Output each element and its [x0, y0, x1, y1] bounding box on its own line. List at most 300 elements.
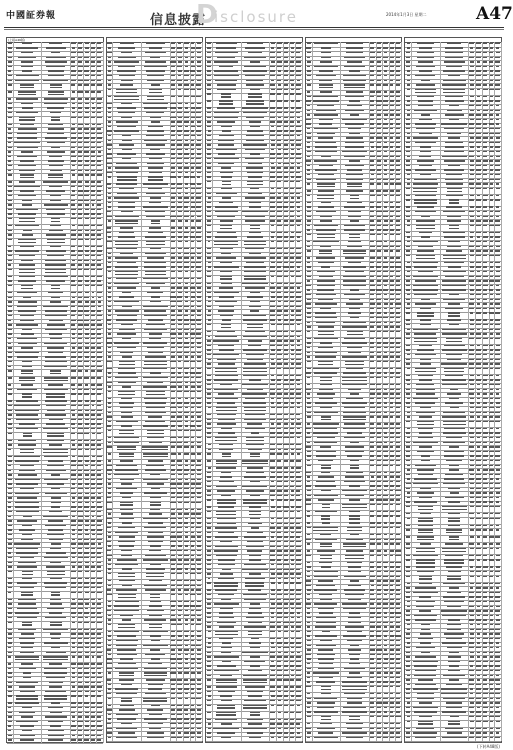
cell-text-line — [85, 91, 89, 92]
cell-text-line — [91, 137, 95, 138]
cell-text-line — [97, 107, 101, 108]
cell-text-line — [85, 112, 90, 113]
cell-text-line — [91, 57, 95, 58]
cell-text-line — [97, 225, 102, 226]
cell-text-line — [97, 117, 102, 118]
cell-text-line — [78, 165, 81, 166]
cell-text-line — [72, 165, 75, 166]
cell-text-line — [84, 70, 89, 71]
cell-text-line — [8, 91, 11, 92]
cell-text-line — [19, 276, 34, 277]
cell-text-line — [92, 103, 95, 104]
cell-text-line — [18, 91, 37, 92]
cell-text-line — [8, 147, 12, 148]
cell-text-line — [8, 218, 12, 219]
cell-text-line — [92, 260, 95, 261]
cell-text-line — [91, 117, 94, 118]
cell-text-line — [8, 209, 13, 210]
cell-text-line — [72, 260, 76, 261]
cell-text-line — [51, 218, 60, 219]
cell-text-line — [78, 70, 83, 71]
cell-text-line — [78, 186, 82, 187]
cell-text-line — [8, 276, 11, 277]
continued-from-label: (上接A46版) — [7, 38, 103, 43]
cell-text-line — [45, 61, 67, 62]
cell-text-line — [18, 213, 36, 214]
cell-text-line — [19, 269, 35, 270]
cell-text-line — [72, 225, 75, 226]
cell-text-line — [78, 124, 83, 125]
cell-text-line — [97, 292, 102, 293]
cell-text-line — [71, 209, 75, 210]
cell-text-line — [97, 230, 101, 231]
cell-text-line — [8, 160, 11, 161]
cell-text-line — [49, 43, 62, 44]
cell-text-line — [43, 80, 68, 81]
cell-text-line — [8, 124, 12, 125]
cell-text-line — [71, 230, 76, 231]
cell-text-line — [8, 204, 12, 205]
table-cell — [96, 238, 104, 245]
cell-text-line — [8, 142, 11, 143]
cell-text-line — [8, 61, 11, 62]
cell-text-line — [77, 52, 82, 53]
cell-text-line — [8, 57, 12, 58]
cell-text-line — [8, 195, 12, 196]
cell-text-line — [85, 292, 89, 293]
cell-text-line — [78, 230, 81, 231]
cell-text-line — [15, 250, 39, 251]
cell-text-line — [15, 225, 39, 226]
cell-text-line — [91, 195, 95, 196]
cell-text-line — [97, 124, 101, 125]
table-cell — [13, 238, 43, 245]
cell-text-line — [84, 195, 89, 196]
cell-text-line — [91, 52, 95, 53]
cell-text-line — [85, 52, 89, 53]
cell-text-line — [91, 98, 95, 99]
cell-text-line — [8, 165, 12, 166]
cell-text-line — [78, 195, 83, 196]
cell-text-line — [8, 186, 12, 187]
cell-text-line — [71, 156, 76, 157]
cell-text-line — [91, 151, 95, 152]
table-cell — [41, 268, 71, 275]
cell-text-line — [72, 47, 75, 48]
cell-text-line — [78, 103, 81, 104]
cell-text-line — [43, 181, 68, 182]
cell-text-line — [20, 84, 35, 85]
cell-text-line — [19, 181, 34, 182]
cell-text-line — [17, 133, 37, 134]
cell-text-line — [8, 239, 11, 240]
cell-text-line — [97, 52, 102, 53]
cell-text-line — [91, 142, 95, 143]
cell-text-line — [84, 142, 89, 143]
cell-text-line — [92, 292, 95, 293]
cell-text-line — [85, 75, 89, 76]
cell-text-line — [51, 52, 60, 53]
cell-text-line — [85, 255, 89, 256]
cell-text-line — [46, 209, 65, 210]
cell-text-line — [92, 107, 95, 108]
cell-text-line — [78, 250, 83, 251]
cell-text-line — [72, 213, 76, 214]
cell-text-line — [8, 301, 12, 302]
cell-text-line — [97, 200, 101, 201]
cell-text-line — [78, 234, 81, 235]
cell-text-line — [22, 204, 32, 205]
cell-text-line — [16, 47, 38, 48]
table-cell — [13, 217, 43, 224]
cell-text-line — [91, 84, 94, 85]
cell-text-line — [85, 264, 89, 265]
cell-text-line — [78, 133, 83, 134]
cell-text-line — [97, 147, 101, 148]
table-cell — [96, 268, 104, 275]
cell-text-line — [71, 255, 76, 256]
cell-text-line — [50, 225, 61, 226]
cell-text-line — [71, 195, 75, 196]
cell-text-line — [97, 181, 101, 182]
cell-text-line — [20, 177, 33, 178]
cell-text-line — [84, 156, 89, 157]
cell-text-line — [71, 137, 76, 138]
cell-text-line — [8, 234, 12, 235]
cell-text-line — [8, 66, 12, 67]
cell-text-line — [8, 112, 11, 113]
cell-text-line — [21, 52, 33, 53]
cell-text-line — [21, 66, 34, 67]
cell-text-line — [8, 200, 12, 201]
cell-text-line — [97, 66, 101, 67]
cell-text-line — [84, 260, 89, 261]
cell-text-line — [46, 190, 65, 191]
cell-text-line — [71, 75, 75, 76]
cell-text-line — [71, 170, 75, 171]
cell-text-line — [78, 43, 82, 44]
cell-text-line — [91, 70, 94, 71]
cell-text-line — [45, 137, 67, 138]
cell-text-line — [97, 285, 102, 286]
cell-text-line — [91, 174, 94, 175]
cell-text-line — [72, 297, 76, 298]
cell-text-line — [49, 230, 63, 231]
cell-text-line — [97, 239, 101, 240]
cell-text-line — [21, 151, 33, 152]
cell-text-line — [23, 297, 32, 298]
cell-text-line — [71, 285, 76, 286]
cell-text-line — [91, 91, 95, 92]
cell-text-line — [50, 84, 62, 85]
cell-text-line — [18, 239, 35, 240]
cell-text-line — [71, 276, 76, 277]
cell-text-line — [91, 147, 95, 148]
cell-text-line — [8, 190, 12, 191]
cell-text-line — [92, 124, 95, 125]
cell-text-line — [98, 151, 101, 152]
cell-text-line — [97, 174, 102, 175]
cell-text-line — [91, 234, 94, 235]
cell-text-line — [84, 80, 89, 81]
cell-text-line — [71, 200, 75, 201]
cell-text-line — [84, 66, 89, 67]
cell-text-line — [78, 147, 82, 148]
cell-text-line — [49, 156, 62, 157]
cell-text-line — [97, 98, 102, 99]
cell-text-line — [72, 190, 76, 191]
cell-text-line — [19, 119, 35, 120]
cell-text-line — [8, 151, 11, 152]
cell-text-line — [91, 80, 95, 81]
cell-text-line — [97, 47, 101, 48]
cell-text-line — [97, 204, 101, 205]
cell-text-line — [84, 269, 89, 270]
cell-text-line — [85, 250, 89, 251]
cell-text-line — [85, 47, 89, 48]
cell-text-line — [78, 209, 81, 210]
cell-text-line — [85, 276, 89, 277]
cell-text-line — [46, 280, 65, 281]
cell-text-line — [51, 221, 60, 222]
cell-text-line — [46, 57, 66, 58]
cell-text-line — [85, 209, 89, 210]
cell-text-line — [91, 269, 95, 270]
cell-text-line — [84, 137, 89, 138]
cell-text-line — [8, 103, 12, 104]
cell-text-line — [84, 147, 89, 148]
cell-text-line — [92, 112, 95, 113]
cell-text-line — [78, 246, 82, 247]
table-column — [6, 37, 104, 743]
cell-text-line — [8, 117, 12, 118]
cell-text-line — [91, 165, 95, 166]
cell-text-line — [14, 186, 39, 187]
cell-text-line — [78, 47, 82, 48]
section-title-cn: 信息披露 — [150, 9, 206, 28]
cell-text-line — [78, 117, 82, 118]
cell-text-line — [72, 91, 76, 92]
cell-text-line — [91, 264, 95, 265]
cell-text-line — [91, 186, 95, 187]
cell-text-line — [97, 165, 101, 166]
cell-text-line — [78, 276, 83, 277]
cell-text-line — [78, 66, 83, 67]
cell-text-line — [84, 117, 89, 118]
cell-text-line — [85, 174, 89, 175]
cell-text-line — [71, 52, 76, 53]
table-cell — [96, 173, 104, 180]
cell-text-line — [48, 70, 64, 71]
cell-text-line — [8, 156, 11, 157]
cell-text-line — [8, 264, 11, 265]
cell-text-line — [22, 43, 33, 44]
cell-text-line — [71, 128, 75, 129]
cell-text-line — [97, 186, 102, 187]
cell-text-line — [78, 75, 82, 76]
cell-text-line — [45, 272, 66, 273]
page-number: A47 — [476, 4, 513, 24]
cell-text-line — [8, 250, 12, 251]
cell-text-line — [78, 239, 83, 240]
cell-text-line — [18, 94, 37, 95]
table-cell — [96, 83, 104, 90]
table-cell — [41, 116, 71, 123]
cell-text-line — [48, 124, 63, 125]
cell-text-line — [8, 246, 11, 247]
cell-text-line — [91, 225, 95, 226]
cell-text-line — [19, 170, 35, 171]
table-cell — [13, 173, 43, 180]
cell-text-line — [72, 174, 76, 175]
cell-text-line — [8, 80, 12, 81]
cell-text-line — [97, 57, 101, 58]
cell-text-line — [44, 98, 68, 99]
cell-text-line — [19, 264, 35, 265]
cell-text-line — [72, 124, 75, 125]
cell-text-line — [20, 160, 35, 161]
table-cell — [41, 217, 71, 224]
cell-text-line — [84, 213, 89, 214]
cell-text-line — [18, 280, 36, 281]
cell-text-line — [78, 84, 83, 85]
cell-text-line — [97, 160, 101, 161]
cell-text-line — [97, 209, 101, 210]
header-rule — [4, 27, 504, 28]
cell-text-line — [71, 264, 75, 265]
cell-text-line — [8, 292, 12, 293]
cell-text-line — [84, 200, 89, 201]
cell-text-line — [21, 61, 32, 62]
cell-text-line — [22, 70, 31, 71]
cell-text-line — [21, 103, 34, 104]
table-cell — [13, 284, 43, 291]
cell-text-line — [50, 195, 61, 196]
cell-text-line — [48, 174, 63, 175]
cell-text-line — [78, 170, 81, 171]
cell-text-line — [71, 292, 76, 293]
cell-text-line — [71, 147, 75, 148]
cell-text-line — [97, 112, 101, 113]
cell-text-line — [50, 112, 61, 113]
cell-text-line — [8, 107, 12, 108]
table-cell — [41, 90, 71, 97]
cell-text-line — [77, 91, 82, 92]
cell-text-line — [97, 103, 101, 104]
cell-text-line — [22, 200, 32, 201]
cell-text-line — [47, 142, 65, 143]
cell-text-line — [8, 285, 12, 286]
cell-text-line — [50, 87, 62, 88]
cell-text-line — [78, 190, 83, 191]
cell-text-line — [16, 209, 39, 210]
cell-text-line — [97, 80, 101, 81]
table-cell — [41, 284, 71, 291]
cell-text-line — [71, 246, 75, 247]
cell-text-line — [78, 174, 83, 175]
cell-text-line — [15, 80, 38, 81]
cell-text-line — [91, 170, 95, 171]
cell-text-line — [98, 297, 101, 298]
cell-text-line — [45, 260, 66, 261]
cell-text-line — [85, 170, 89, 171]
issue-date: 2014年1月3日 星期二 — [386, 12, 427, 18]
cell-text-line — [78, 213, 83, 214]
cell-text-line — [97, 156, 101, 157]
cell-text-line — [71, 250, 75, 251]
cell-text-line — [47, 107, 64, 108]
cell-text-line — [91, 133, 96, 134]
cell-text-line — [8, 213, 11, 214]
cell-text-line — [97, 264, 101, 265]
cell-text-line — [16, 112, 38, 113]
cell-text-line — [97, 128, 101, 129]
section-initial-letter: D — [196, 2, 218, 28]
cell-text-line — [49, 165, 63, 166]
cell-text-line — [91, 43, 95, 44]
cell-text-line — [78, 285, 83, 286]
cell-text-line — [97, 133, 102, 134]
cell-text-line — [97, 43, 102, 44]
cell-text-line — [8, 174, 12, 175]
cell-text-line — [91, 75, 95, 76]
cell-text-line — [85, 61, 89, 62]
cell-text-line — [8, 225, 13, 226]
cell-text-line — [91, 128, 95, 129]
cell-text-line — [78, 112, 81, 113]
cell-text-line — [78, 61, 82, 62]
cell-text-line — [85, 98, 89, 99]
cell-text-line — [91, 47, 95, 48]
cell-text-line — [48, 160, 64, 161]
cell-text-line — [71, 66, 75, 67]
cell-text-line — [71, 151, 75, 152]
cell-text-line — [71, 269, 76, 270]
cell-text-line — [71, 142, 76, 143]
cell-text-line — [44, 103, 67, 104]
cell-text-line — [50, 200, 61, 201]
cell-text-line — [20, 174, 33, 175]
cell-text-line — [78, 297, 82, 298]
cell-text-line — [84, 57, 89, 58]
cell-text-line — [8, 137, 12, 138]
cell-text-line — [97, 190, 101, 191]
cell-text-line — [50, 170, 62, 171]
cell-text-line — [47, 239, 65, 240]
cell-text-line — [91, 280, 95, 281]
table-cell — [13, 83, 43, 90]
cell-text-line — [92, 204, 95, 205]
cell-text-line — [71, 234, 76, 235]
section-title-en: isclosure — [214, 8, 298, 26]
cell-text-line — [78, 137, 82, 138]
cell-text-line — [78, 128, 82, 129]
table-cell — [96, 217, 104, 224]
cell-text-line — [49, 186, 62, 187]
cell-text-line — [85, 230, 90, 231]
cell-text-line — [97, 142, 101, 143]
table-cell — [13, 116, 43, 123]
cell-text-line — [78, 200, 83, 201]
cell-text-line — [91, 160, 94, 161]
cell-text-line — [17, 156, 37, 157]
cell-text-line — [92, 297, 95, 298]
cell-text-line — [78, 264, 81, 265]
cell-text-line — [72, 107, 75, 108]
cell-text-line — [91, 181, 94, 182]
cell-text-line — [8, 260, 12, 261]
cell-text-line — [85, 239, 89, 240]
